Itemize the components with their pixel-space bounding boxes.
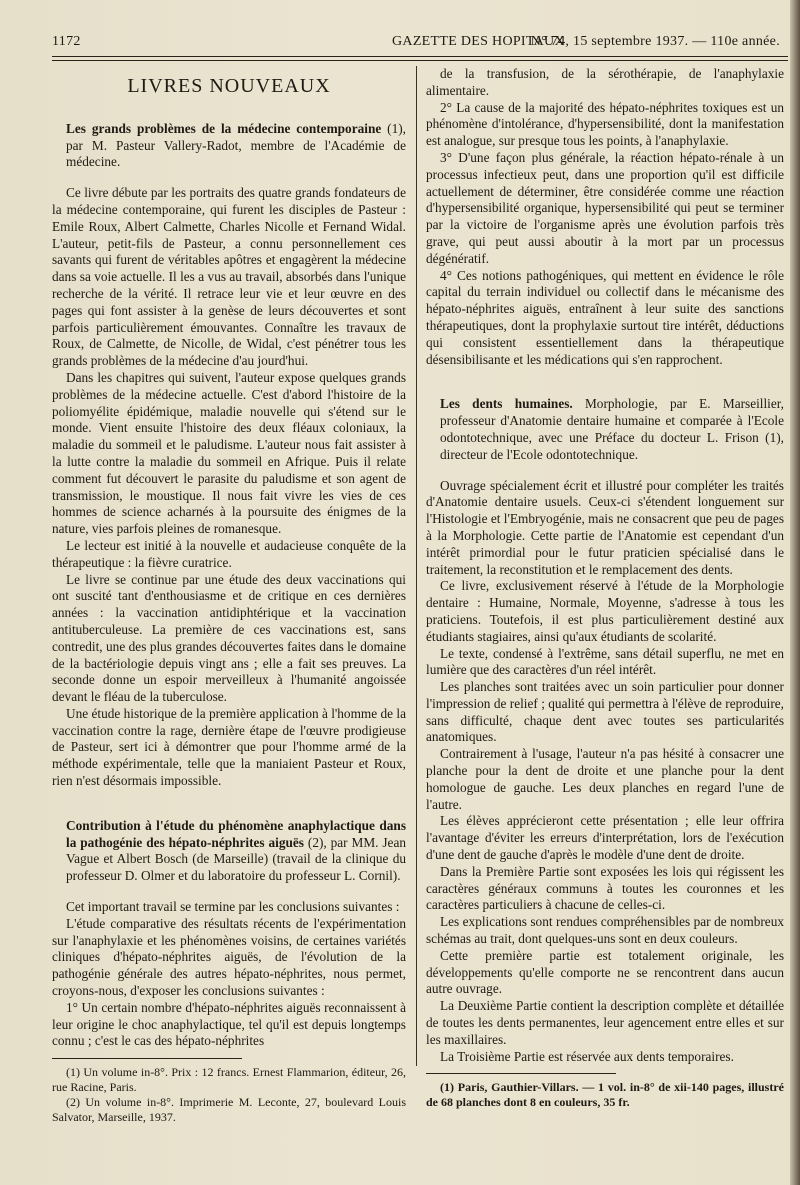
book-info-1: (1), par M. Pasteur Vallery-Radot, membre de l'Académie de médecine. bbox=[66, 120, 407, 170]
footnote-rule bbox=[426, 1073, 616, 1074]
header-rule bbox=[52, 56, 788, 57]
page-edge bbox=[790, 0, 800, 1185]
review-1-body bbox=[52, 185, 406, 790]
footnote: (1) Paris, Gauthier-Villars. — 1 vol. in-8° de xii-140 pages, illustré de 68 planches dont 8 en couleurs, 35 fr. bbox=[426, 1080, 784, 1110]
paragraph: Ouvrage spécialement écrit et illustré pour compléter les traités d'Anatomie dentaire usuels. Ceux-ci s'étendent longuement sur l'Histologie et l'Embryogénie, mais ne consacrent que peu de pages à la Morphologie. Cette partie de l'Anatomie est cependant d'un intérêt primordial pour le futur praticien spécialisé dans le traitement, la reconstitution et le remplacement des dents. bbox=[426, 477, 784, 577]
book-entry-2 bbox=[52, 818, 406, 885]
header-rule-double bbox=[52, 60, 788, 61]
book-info-2: (2), par MM. Jean Vague et Albert Bosch (de Marseille) (travail de la clinique du professeur D. Olmer et du laboratoire du professeur L. Cornil). bbox=[66, 834, 406, 884]
paragraph: La Troisième Partie est réservée aux dents temporaires. bbox=[440, 1048, 734, 1064]
paragraph: Les explications sont rendues compréhensibles par de nombreux schémas au trait, dont quelques-uns sont en deux couleurs. bbox=[426, 914, 784, 947]
book-info-3: Morphologie, par E. Marseillier, professeur d'Anatomie dentaire humaine et comparée à l'Ecole odontotechnique, avec une Préface du docteur L. Frison (1), directeur de l'Ecole odontotechnique. bbox=[440, 396, 784, 462]
running-header bbox=[52, 34, 780, 52]
paragraph: Le livre se continue par une étude des deux vaccinations qui ont suscité tant d'enthousiasme et de critique en ces dernières années : la vaccination antidiphtérique et la vaccination antituberculeuse. La première de ces vaccinations est, sans contredit, une des plus grandes découvertes faites dans le domaine de la bactériologie depuis vingt ans ; elle a fait ses preuves. La seconde donne un espoir merveilleux à l'humanité angoissée devant le fléau de la tuberculose. bbox=[52, 571, 406, 705]
paragraph: Dans les chapitres qui suivent, l'auteur expose quelques grands problèmes de la médecine actuelle. C'est d'abord l'histoire de la poliomyélite épidémique, maladie nouvelle qui s'étend sur le monde. Vient ensuite l'histoire des deux fléaux coloniaux, la maladie du sommeil et le paludisme. L'auteur nous fait assister à la lutte contre la maladie du sommeil en Afrique. Puis il relate comment fut découvert le parasite du paludisme et son agent de transmission, le moustique. Il nous fait vivre les vies de ces hommes de science acharnés à la poursuite des énigmes de la nature, vies parfois pleines de romanesque. bbox=[52, 369, 406, 537]
paragraph: Cette première partie est totalement originale, les développements qu'elle comporte ne se rencontrent dans aucun autre ouvrage. bbox=[426, 947, 784, 997]
footnotes-left bbox=[52, 1065, 406, 1125]
footnote: (1) Un volume in-8°. Prix : 12 francs. Ernest Flammarion, éditeur, 26, rue Racine, Paris. bbox=[52, 1065, 406, 1095]
paragraph: Dans la Première Partie sont exposées les lois qui régissent les caractères généraux communs à toutes les couronnes et les caractères particuliers à chacune de celles-ci. bbox=[426, 863, 784, 913]
paragraph: 1° Un certain nombre d'hépato-néphrites aiguës reconnaissent à leur origine le choc anaphylactique, tel qu'il est depuis longtemps connu ; c'est le cas des hépato-néphrites bbox=[52, 999, 406, 1049]
book-entry-1 bbox=[52, 121, 406, 171]
left-column bbox=[52, 66, 406, 1125]
paragraph: Les élèves apprécieront cette présentation ; elle leur offrira l'avantage d'éviter les erreurs d'interprétation, lors de l'exécution d'une dent de gauche d'après le modèle d'une dent de droite. bbox=[426, 813, 784, 863]
paragraph: 4° Ces notions pathogéniques, qui mettent en évidence le rôle capital du terrain individuel ou collectif dans le mécanisme des hépato-néphrites aiguës, entraînent à leur suite des sanctions thérapeutiques, dont la prophylaxie surtout tire intérêt, déductions qui consistent essentiellement dans la thérapeutique désensibilisante et les médications qui s'en rapprochent. bbox=[426, 267, 784, 367]
review-2-continued bbox=[426, 66, 784, 368]
paragraph: L'étude comparative des résultats récents de l'expérimentation sur l'anaphylaxie et les phénomènes voisins, de certaines variétés cliniques d'hépato-néphrites aiguës, de l'évolution de la pathogénie générale des autres hépato-néphrites, nous permet, croyons-nous, d'exposer les conclusions suivantes : bbox=[52, 915, 406, 999]
book-entry-3 bbox=[426, 396, 784, 463]
book-title-2: Contribution à l'étude du phénomène anaphylactique dans la pathogénie des hépato-néphrites aiguës bbox=[66, 817, 406, 850]
paragraph: Ce livre débute par les portraits des quatre grands fondateurs de la médecine contemporaine, qui furent les disciples de Pasteur : Emile Roux, Albert Calmette, Charles Nicolle et Fernand Widal. L'auteur, petit-fils de Pasteur, a connu personnellement ces savants qui furent de véritables apôtres et engagèrent la médecine dans sa voie actuelle. Il les a vus au travail, absorbés dans l'unique recherche de la vérité. Il retrace leur vie et leur œuvre en des pages qui font assister à la genèse de leurs découvertes et sont parfois particulièrement émouvantes. Connaître les travaux de Roux, de Calmette, de Nicolle, de Widal, c'est pénétrer tous les grands problèmes de la médecine d'au jourd'hui. bbox=[52, 185, 406, 369]
section-title: LIVRES NOUVEAUX bbox=[127, 75, 331, 97]
footnote: (2) Un volume in-8°. Imprimerie M. Leconte, 27, boulevard Louis Salvator, Marseille, 1937. bbox=[52, 1095, 406, 1125]
footnotes-right bbox=[426, 1080, 784, 1110]
book-title-3: Les dents humaines. bbox=[440, 396, 573, 412]
paragraph: de la transfusion, de la sérothérapie, de l'anaphylaxie alimentaire. bbox=[426, 66, 784, 98]
column-divider bbox=[416, 66, 417, 1066]
page-number: 1172 bbox=[52, 34, 81, 49]
paragraph: 3° D'une façon plus générale, la réaction hépato-rénale à un processus infectieux peut, dans une proportion qu'il est difficile actuellement de déterminer, être considérée comme une réaction d'hypersensibilité organique, hypersensibilité qui peut se terminer par la victoire de l'organisme après une évolution parfois très grave, qui peut aussi aboutir à la mort par un processus dégénératif. bbox=[426, 149, 784, 266]
paragraph: Les planches sont traitées avec un soin particulier pour donner l'impression de relief ; qualité qui permettra à l'élève de reproduire, sans difficulté, chaque dent avec toutes ses particularités anatomiques. bbox=[426, 679, 784, 745]
paragraph: Cet important travail se termine par les conclusions suivantes : bbox=[66, 899, 400, 915]
book-title-1: Les grands problèmes de la médecine contemporaine bbox=[66, 120, 382, 136]
paragraph: Le texte, condensé à l'extrême, sans détail superflu, ne met en lumière que des caractères d'un réel intérêt. bbox=[426, 645, 784, 678]
journal-title: GAZETTE DES HOPITAUX bbox=[392, 34, 565, 49]
review-3-body bbox=[426, 478, 784, 1066]
issue-info: N° 74, 15 septembre 1937. — 110e année. bbox=[530, 34, 780, 49]
paragraph: Une étude historique de la première application à l'homme de la vaccination contre la rage, dernière étape de l'œuvre prodigieuse de Pasteur, sert ici à démontrer que pour l'homme armé de la méthode expérimentale, telle que la maniaient Pasteur et Roux, rien n'est désormais impossible. bbox=[52, 705, 406, 789]
paragraph: Le lecteur est initié à la nouvelle et audacieuse conquête de la thérapeutique : la fièvre curatrice. bbox=[52, 537, 406, 570]
review-2-body bbox=[52, 899, 406, 1050]
paragraph: Ce livre, exclusivement réservé à l'étude de la Morphologie dentaire : Humaine, Normale, Moyenne, s'adresse à tous les praticiens. Toutefois, il est plus particulièrement destiné aux étudiants stagiaires, ainsi qu'aux étudiants de scolarité. bbox=[426, 578, 784, 644]
right-column bbox=[426, 66, 784, 1110]
paragraph: 2° La cause de la majorité des hépato-néphrites toxiques est un phénomène d'intolérance, d'hypersensibilité, dont la manifestation est analogue, sur presque tous les points, à l'anaphylaxie. bbox=[426, 99, 784, 149]
footnote-rule bbox=[52, 1058, 242, 1059]
paragraph: La Deuxième Partie contient la description complète et détaillée de toutes les dents permanentes, leur agencement entre elles et sur les maxillaires. bbox=[426, 998, 784, 1047]
paragraph: Contrairement à l'usage, l'auteur n'a pas hésité à consacrer une planche pour la dent de droite et une planche pour la dent homologue de gauche. Les deux planches en regard l'une de l'autre. bbox=[426, 746, 784, 812]
